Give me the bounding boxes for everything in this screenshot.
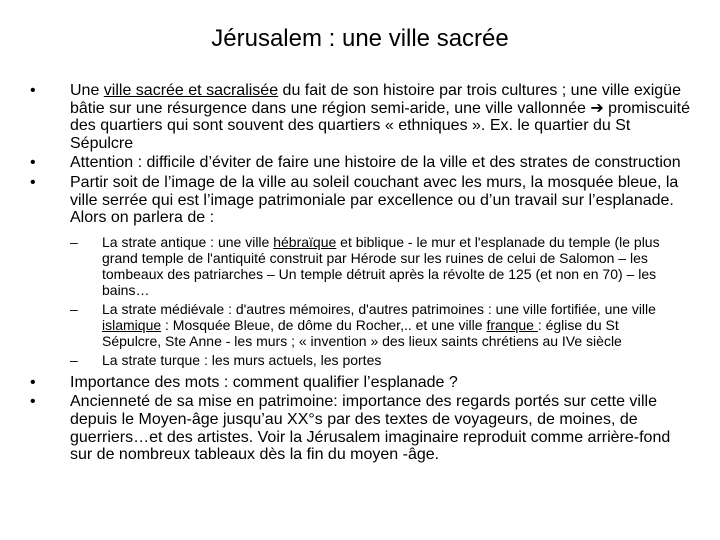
bullet-text: Attention : difficile d’éviter de faire une histoire de la ville et des strates de construction (70, 154, 681, 172)
slide-title: Jérusalem : une ville sacrée (211, 25, 509, 52)
bullet-item (30, 374, 690, 392)
underlined-phrase: ville sacrée et sacralisée (103, 82, 279, 99)
bullet-text: promiscuité des quartiers qui sont souvent des quartiers « ethniques ». Ex. le quartier du St Sépulcre (70, 99, 690, 152)
arrow-icon: ➔ (590, 99, 604, 117)
bullet-text: Partir soit de l’image de la ville au soleil couchant avec les murs, la mosquée bleue, la ville serrée qui est l’image patrimoniale par excellence ou d’un travail sur l’esplanade. Alors on parlera de : (70, 173, 679, 227)
sub-item (30, 234, 690, 298)
underlined-word: hébraïque (273, 233, 337, 250)
dash-marker: – (70, 233, 78, 250)
underlined-word: franque (486, 316, 538, 333)
sub-item-text: La strate médiévale : d'autres mémoires, d'autres patrimoines : une ville fortifiée, une ville (102, 300, 656, 317)
bullet-text: Une (70, 82, 104, 99)
bullet-item (30, 174, 690, 227)
bullet-text: Ancienneté de sa mise en patrimoine: importance des regards portés sur cette ville depuis le Moyen-âge jusqu’au XX°s par des textes de voyageurs, de moines, de guerriers…et des artistes. Voir la Jérusalem imaginaire reproduit comme arrière-fond sur de nombreux tableaux dès la fin du moyen -âge. (70, 393, 671, 464)
bullet-text: du fait de son histoire par trois cultures ; une ville exigüe bâtie sur une résurgence dans une région semi-aride, une ville vallonnée (70, 82, 681, 117)
bullet-item (30, 393, 690, 463)
sub-item-text: La strate turque : les murs actuels, les portes (102, 351, 382, 368)
sub-list (30, 234, 690, 368)
bullet-marker: • (30, 82, 36, 99)
bullet-item (30, 154, 690, 172)
sub-item-text: : église du St Sépulcre, Ste Anne - les murs ; « invention » des lieux saints chrétiens au IVe siècle (102, 316, 622, 349)
bullet-marker: • (30, 173, 36, 191)
dash-marker: – (70, 351, 78, 368)
dash-marker: – (70, 300, 78, 317)
bullet-marker: • (30, 393, 36, 411)
slide-content (30, 82, 690, 466)
underlined-word: islamique (102, 316, 162, 333)
sub-item-text: et biblique - le mur et l'esplanade du temple (le plus grand temple de l'antiquité construit par Hérode sur les ruines de celui de Salomon – les tombeaux des patriarches – Un temple détruit après la révolte de 125 (et non en 70) – les bains… (102, 233, 660, 298)
bullet-marker: • (30, 154, 36, 172)
bullet-marker: • (30, 373, 36, 391)
sub-item (30, 352, 690, 368)
sub-item-text: La strate antique : une ville (102, 233, 274, 250)
bullet-text: Importance des mots : comment qualifier l’esplanade ? (70, 373, 458, 391)
bullet-item (30, 82, 690, 152)
sub-item-text: : Mosquée Bleue, de dôme du Rocher,.. et une ville (161, 316, 487, 333)
sub-item (30, 301, 690, 349)
